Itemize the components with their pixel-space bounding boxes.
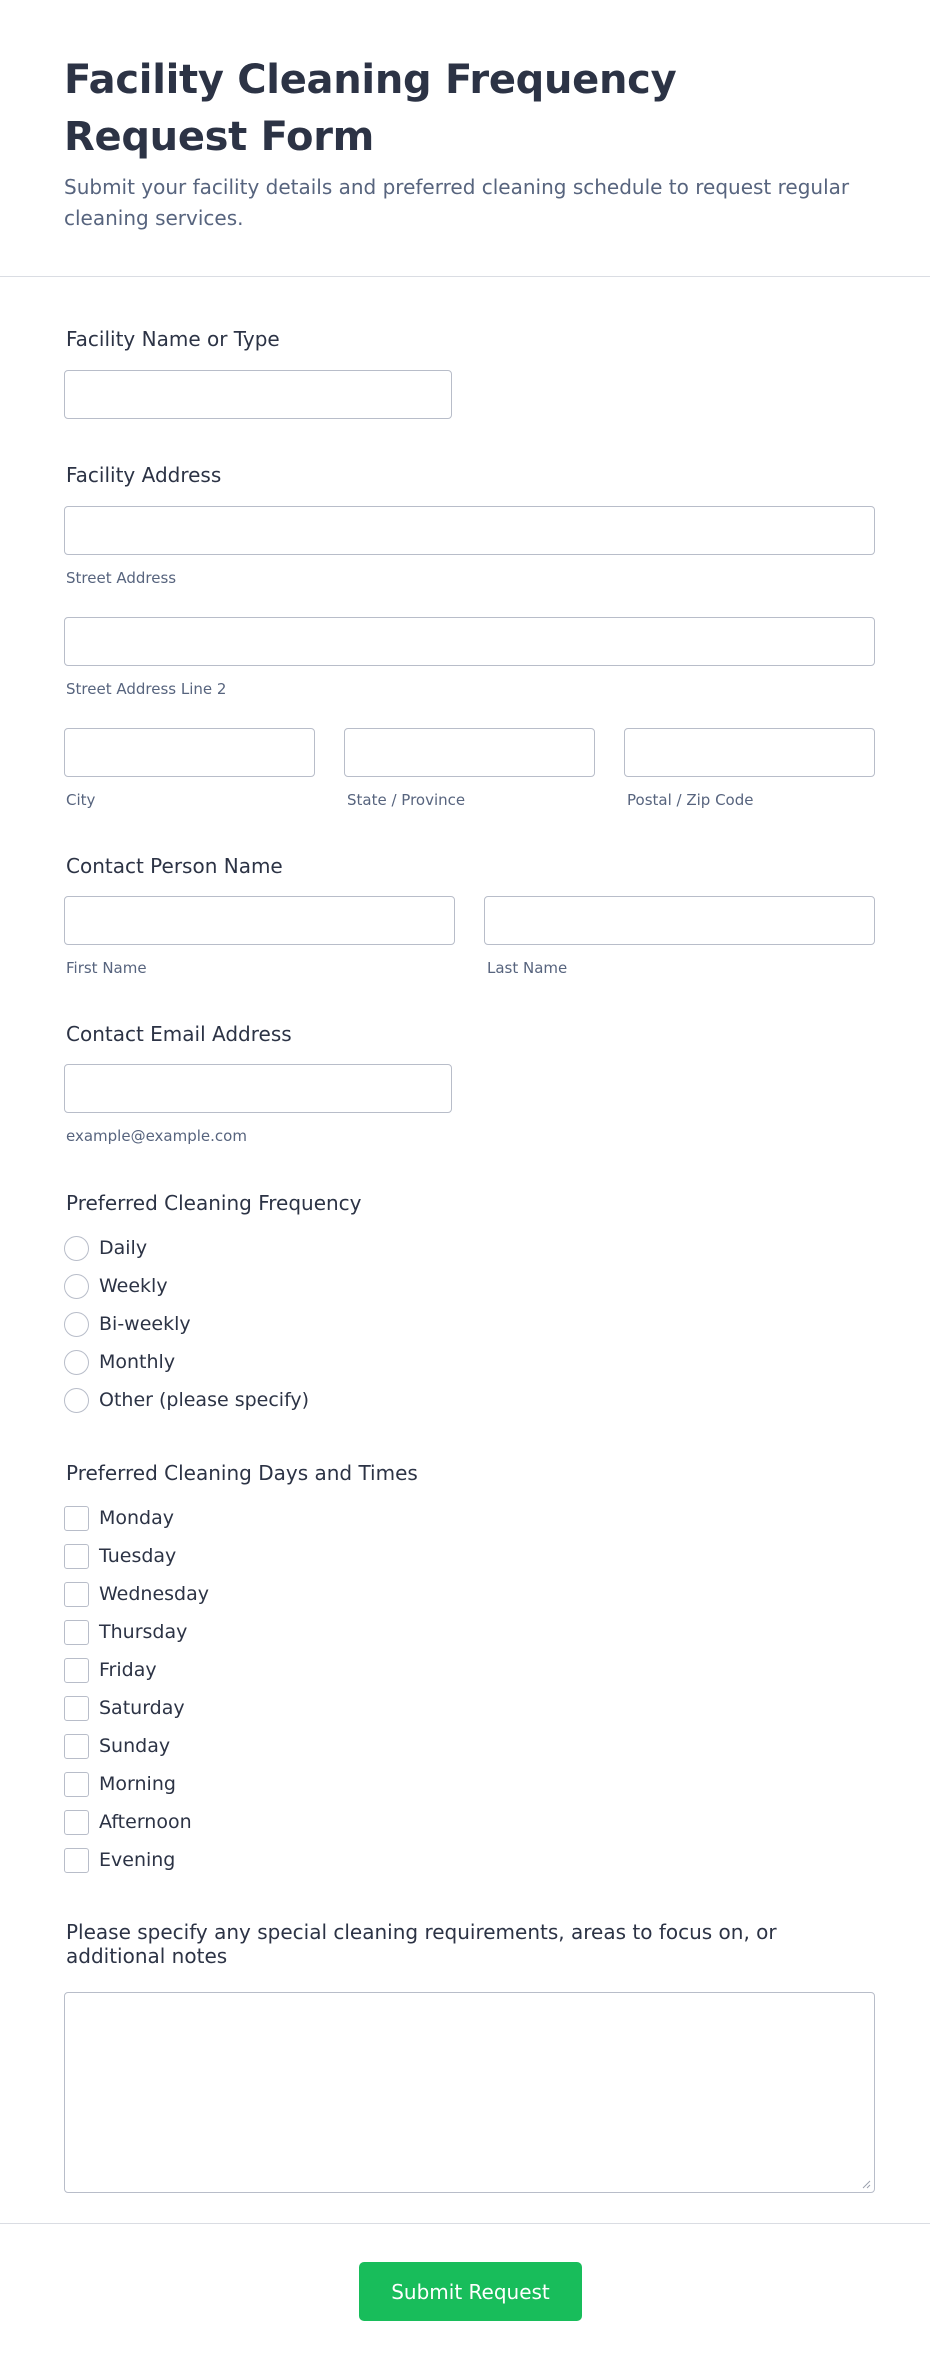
radio-button[interactable] [64, 1236, 89, 1261]
street-address-input[interactable] [64, 506, 875, 555]
day-option-saturday[interactable]: Saturday [64, 1695, 185, 1721]
facility-address-label: Facility Address [66, 463, 222, 487]
submit-request-button[interactable]: Submit Request [359, 2262, 582, 2321]
street-address-line2-input[interactable] [64, 617, 875, 666]
page-title: Facility Cleaning Frequency Request Form [64, 57, 677, 160]
checkbox[interactable] [64, 1582, 89, 1607]
radio-button[interactable] [64, 1274, 89, 1299]
city-input[interactable] [64, 728, 315, 777]
day-option-sunday[interactable]: Sunday [64, 1733, 170, 1759]
postal-code-input[interactable] [624, 728, 875, 777]
email-input[interactable] [64, 1064, 452, 1113]
state-sublabel: State / Province [347, 791, 466, 809]
contact-email-label: Contact Email Address [66, 1022, 292, 1046]
frequency-option-daily[interactable]: Daily [64, 1235, 147, 1261]
street-address-line2-sublabel: Street Address Line 2 [66, 680, 227, 698]
radio-button[interactable] [64, 1350, 89, 1375]
street-address-sublabel: Street Address [66, 569, 177, 587]
facility-name-label: Facility Name or Type [66, 327, 280, 351]
form-header [0, 0, 930, 277]
page-subtitle: Submit your facility details and preferred cleaning schedule to request regular cleaning services. [64, 175, 850, 230]
radio-button[interactable] [64, 1388, 89, 1413]
day-option-wednesday[interactable]: Wednesday [64, 1581, 209, 1607]
contact-name-label: Contact Person Name [66, 854, 283, 878]
last-name-sublabel: Last Name [487, 959, 568, 977]
checkbox[interactable] [64, 1734, 89, 1759]
frequency-option-monthly[interactable]: Monthly [64, 1349, 175, 1375]
facility-name-input[interactable] [64, 370, 452, 419]
email-hint: example@example.com [66, 1127, 247, 1145]
frequency-option-biweekly[interactable]: Bi-weekly [64, 1311, 191, 1337]
form-footer [0, 2223, 930, 2370]
checkbox[interactable] [64, 1620, 89, 1645]
city-sublabel: City [66, 791, 96, 809]
checkbox[interactable] [64, 1772, 89, 1797]
checkbox[interactable] [64, 1696, 89, 1721]
postal-code-sublabel: Postal / Zip Code [627, 791, 754, 809]
checkbox[interactable] [64, 1544, 89, 1569]
checkbox[interactable] [64, 1506, 89, 1531]
frequency-option-weekly[interactable]: Weekly [64, 1273, 168, 1299]
first-name-sublabel: First Name [66, 959, 147, 977]
time-option-afternoon[interactable]: Afternoon [64, 1809, 192, 1835]
frequency-option-other[interactable]: Other (please specify) [64, 1387, 309, 1413]
day-option-tuesday[interactable]: Tuesday [64, 1543, 176, 1569]
checkbox[interactable] [64, 1810, 89, 1835]
notes-textarea[interactable] [64, 1992, 875, 2193]
state-input[interactable] [344, 728, 595, 777]
time-option-evening[interactable]: Evening [64, 1847, 175, 1873]
first-name-input[interactable] [64, 896, 455, 945]
radio-button[interactable] [64, 1312, 89, 1337]
day-option-monday[interactable]: Monday [64, 1505, 174, 1531]
frequency-label: Preferred Cleaning Frequency [66, 1191, 362, 1215]
checkbox[interactable] [64, 1848, 89, 1873]
notes-label: Please specify any special cleaning requirements, areas to focus on, or additional notes [66, 1920, 777, 1968]
days-times-label: Preferred Cleaning Days and Times [66, 1461, 418, 1485]
resize-grip-icon[interactable] [861, 2179, 871, 2189]
checkbox[interactable] [64, 1658, 89, 1683]
last-name-input[interactable] [484, 896, 875, 945]
time-option-morning[interactable]: Morning [64, 1771, 176, 1797]
day-option-thursday[interactable]: Thursday [64, 1619, 187, 1645]
day-option-friday[interactable]: Friday [64, 1657, 157, 1683]
